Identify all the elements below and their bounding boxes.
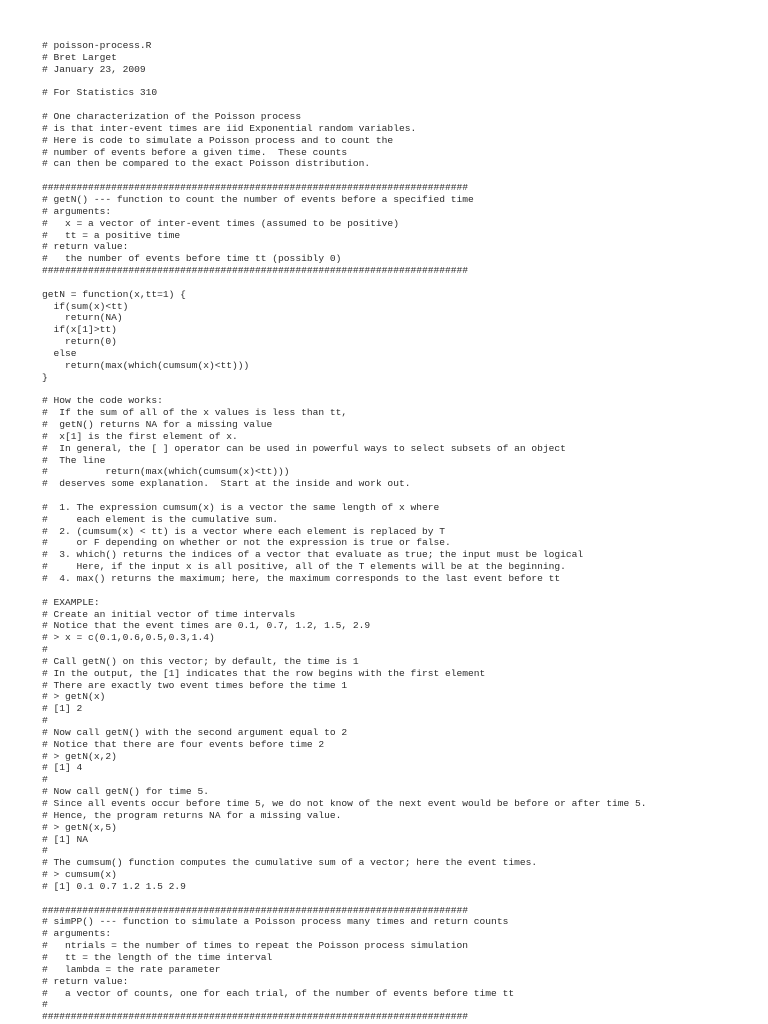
code-line (42, 585, 762, 597)
code-line: # (42, 999, 48, 1011)
code-line: # each element is the cumulative sum. (42, 513, 279, 525)
code-line: # x = a vector of inter-event times (assumed to be positive) (42, 217, 399, 229)
code-line: # Now call getN() for time 5. (42, 786, 209, 798)
code-line (42, 277, 762, 289)
code-line: ########################################################################## (42, 904, 469, 916)
code-line: # [1] 2 (42, 703, 83, 715)
code-line: ########################################################################## (42, 1011, 469, 1023)
code-line: # ntrials = the number of times to repeat the Poisson process simulation (42, 940, 469, 952)
code-document (42, 40, 762, 1023)
code-line: return(NA) (42, 312, 123, 324)
code-line: if(sum(x)<tt) (42, 300, 129, 312)
code-line: # Here, if the input x is all positive, all of the T elements will be at the beginning. (42, 561, 566, 573)
code-line: # (42, 715, 48, 727)
code-line: # return(max(which(cumsum(x)<tt))) (42, 466, 290, 478)
code-line: # In the output, the [1] indicates that the row begins with the first element (42, 667, 486, 679)
code-line: # How the code works: (42, 395, 163, 407)
code-line: } (42, 371, 48, 383)
code-line: # If the sum of all of the x values is less than tt, (42, 407, 348, 419)
code-line (42, 170, 762, 182)
code-line: # number of events before a given time. These counts (42, 146, 348, 158)
code-line: # 4. max() returns the maximum; here, the maximum corresponds to the last event before tt (42, 572, 561, 584)
code-line (42, 99, 762, 111)
code-line: # the number of events before time tt (possibly 0) (42, 253, 342, 265)
code-line: # Now call getN() with the second argument equal to 2 (42, 726, 348, 738)
code-line: # return value: (42, 975, 129, 987)
code-line: # [1] 0.1 0.7 1.2 1.5 2.9 (42, 880, 186, 892)
code-line: # getN() returns NA for a missing value (42, 419, 273, 430)
code-line: return(0) (42, 336, 117, 348)
code-line: # tt = the length of the time interval (42, 951, 273, 963)
code-line: # The line (42, 454, 106, 466)
code-line: # January 23, 2009 (42, 63, 146, 75)
code-line (42, 490, 762, 502)
code-line: # > getN(x,5) (42, 821, 117, 833)
code-line: # 2. (cumsum(x) < tt) is a vector where each element is replaced by T (42, 525, 446, 537)
code-line: # Here is code to simulate a Poisson process and to count the (42, 134, 394, 146)
code-line: ########################################################################## (42, 265, 469, 277)
code-line: # tt = a positive time (42, 229, 181, 241)
code-line: # 1. The expression cumsum(x) is a vector the same length of x where (42, 501, 440, 513)
code-line: # Hence, the program returns NA for a missing value. (42, 809, 342, 821)
code-line: # Since all events occur before time 5, we do not know of the next event would be before or after time 5. (42, 798, 647, 809)
code-line: # x[1] is the first element of x. (42, 430, 238, 442)
code-line: # getN() --- function to count the number of events before a specified time (42, 193, 474, 205)
code-line: # deserves some explanation. Start at the inside and work out. (42, 478, 411, 490)
code-line: # Notice that there are four events before time 2 (42, 738, 325, 750)
code-line (42, 76, 762, 88)
code-line: # [1] NA (42, 833, 89, 845)
code-line: # Bret Larget (42, 51, 117, 63)
code-line: getN = function(x,tt=1) { (42, 288, 186, 300)
code-line: # In general, the [ ] operator can be used in powerful ways to select subsets of an object (42, 442, 566, 454)
code-line: # (42, 845, 48, 857)
code-line: else (42, 347, 77, 359)
code-line: # (42, 774, 48, 786)
code-line: # One characterization of the Poisson process (42, 111, 302, 123)
code-line: # Notice that the event times are 0.1, 0.7, 1.2, 1.5, 2.9 (42, 620, 371, 632)
code-line: # Call getN() on this vector; by default, the time is 1 (42, 655, 359, 667)
code-line: # Create an initial vector of time intervals (42, 608, 296, 620)
code-line: # (42, 644, 48, 656)
code-line: # There are exactly two event times before the time 1 (42, 679, 348, 691)
code-line: # > getN(x) (42, 691, 106, 703)
code-line: return(max(which(cumsum(x)<tt))) (42, 359, 250, 371)
code-line: # EXAMPLE: (42, 596, 100, 608)
code-line: # For Statistics 310 (42, 87, 158, 99)
code-line: # 3. which() returns the indices of a vector that evaluate as true; the input must be logical (42, 549, 584, 561)
code-line: # [1] 4 (42, 762, 83, 774)
code-line: # lambda = the rate parameter (42, 963, 221, 975)
code-line: # simPP() --- function to simulate a Poisson process many times and return counts (42, 916, 509, 928)
code-line: # a vector of counts, one for each trial, of the number of events before time tt (42, 987, 515, 999)
code-line: # arguments: (42, 205, 112, 217)
code-line: # or F depending on whether or not the expression is true or false. (42, 537, 451, 549)
code-line: ########################################################################## (42, 182, 469, 194)
code-line: # > cumsum(x) (42, 869, 117, 881)
code-line (42, 383, 762, 395)
code-line: # arguments: (42, 928, 112, 940)
code-line: # is that inter-event times are iid Exponential random variables. (42, 122, 417, 134)
code-line: # poisson-process.R (42, 40, 152, 51)
code-line: # The cumsum() function computes the cumulative sum of a vector; here the event times. (42, 857, 538, 869)
code-line (42, 893, 762, 905)
code-line: # return value: (42, 241, 129, 253)
code-line: # can then be compared to the exact Poisson distribution. (42, 158, 371, 170)
code-line: # > x = c(0.1,0.6,0.5,0.3,1.4) (42, 632, 215, 644)
code-line: if(x[1]>tt) (42, 324, 117, 336)
code-line: # > getN(x,2) (42, 750, 117, 762)
